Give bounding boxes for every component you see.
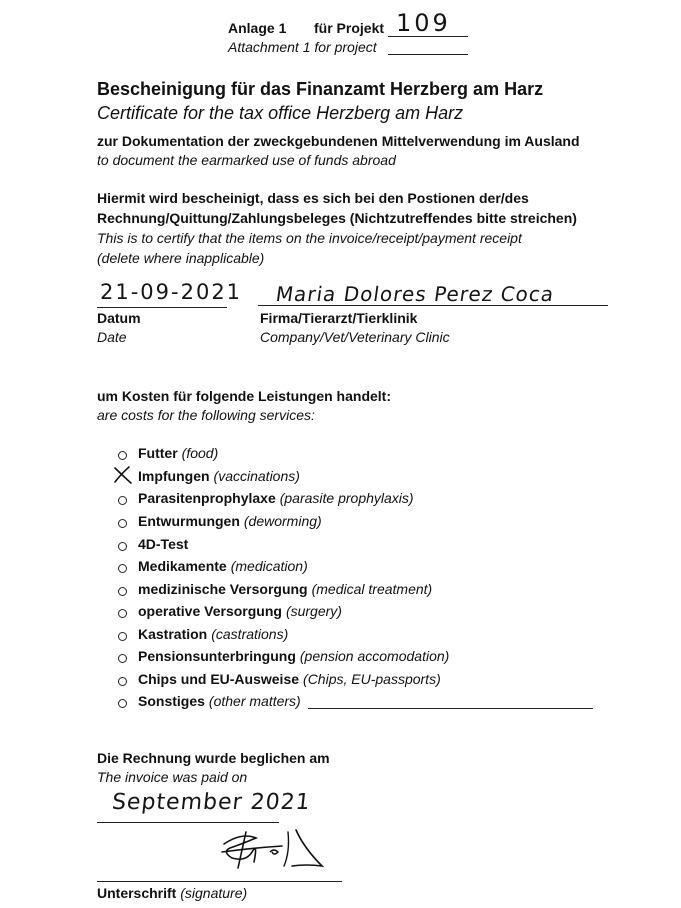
service-label: medizinische Versorgung (138, 581, 308, 597)
subtitle-de: zur Dokumentation der zweckgebundenen Mittelverwendung im Ausland (97, 133, 580, 149)
sonstiges-field-line[interactable] (308, 708, 593, 709)
checkbox-bullet[interactable] (118, 654, 127, 663)
projekt-number: 109 (396, 9, 451, 37)
checkbox-bullet[interactable] (118, 609, 127, 618)
service-translation: (pension accomodation) (299, 648, 450, 664)
service-label: Entwurmungen (138, 513, 240, 529)
service-translation: (food) (181, 445, 219, 461)
service-translation: (surgery) (285, 603, 342, 619)
service-label: Pensionsunterbringung (138, 648, 296, 664)
service-label: Futter (138, 445, 178, 461)
service-translation: (Chips, EU-passports) (303, 671, 441, 687)
company-label-en: Company/Vet/Veterinary Clinic (260, 329, 450, 345)
service-translation: (castrations) (211, 626, 289, 642)
checkbox-bullet[interactable] (118, 496, 127, 505)
checkbox-bullet[interactable] (118, 519, 127, 528)
certify-de-line1: Hiermit wird bescheinigt, dass es sich bei den Postionen der/des (97, 190, 529, 206)
checkbox-bullet[interactable] (118, 587, 127, 596)
company-label-de: Firma/Tierarzt/Tierklinik (260, 310, 418, 326)
service-label: 4D-Test (138, 536, 189, 552)
signature-label-en: (signature) (180, 885, 248, 901)
date-value[interactable]: 21-09-2021 (100, 280, 243, 304)
cross-check-icon (112, 465, 134, 485)
date-line (97, 307, 227, 308)
title-de: Bescheinigung für das Finanzamt Herzberg am Harz (97, 79, 544, 99)
service-label: operative Versorgung (138, 603, 282, 619)
checkbox-bullet[interactable] (118, 542, 127, 551)
checkbox-bullet[interactable] (118, 677, 127, 686)
services-intro-en: are costs for the following services: (97, 407, 315, 423)
service-translation: (medication) (230, 558, 308, 574)
certify-en-line1: This is to certify that the items on the invoice/receipt/payment receipt (97, 230, 522, 246)
company-value[interactable]: Maria Dolores Perez Coca (274, 282, 556, 306)
checkbox-bullet[interactable] (118, 451, 127, 460)
paid-label-en: The invoice was paid on (97, 769, 248, 785)
service-label: Impfungen (138, 468, 210, 484)
paid-label-de: Die Rechnung wurde beglichen am (97, 750, 330, 766)
signature-line (97, 881, 342, 882)
service-translation: (vaccinations) (213, 468, 300, 484)
attachment-label: Attachment 1 for project (228, 39, 377, 55)
checkbox-bullet[interactable] (118, 632, 127, 641)
certify-en-line2: (delete where inapplicable) (97, 250, 265, 266)
service-label: Parasitenprophylaxe (138, 490, 276, 506)
checkbox-bullet[interactable] (118, 564, 127, 573)
attachment-project-line (388, 54, 468, 55)
service-translation: (other matters) (208, 693, 301, 709)
service-translation: (parasite prophylaxis) (279, 490, 414, 506)
date-label-en: Date (97, 329, 127, 345)
anlage-label: Anlage 1 (228, 20, 287, 36)
service-translation: (medical treatment) (311, 581, 433, 597)
title-en: Certificate for the tax office Herzberg am Harz (97, 103, 464, 123)
service-label: Sonstiges (138, 693, 205, 709)
company-line (258, 305, 608, 306)
service-label: Chips und EU-Ausweise (138, 671, 300, 687)
certify-de-line2: Rechnung/Quittung/Zahlungsbeleges (Nichtzutreffendes bitte streichen) (97, 210, 577, 226)
services-intro-de: um Kosten für folgende Leistungen handelt: (97, 388, 391, 404)
signature-label (97, 885, 247, 901)
checkbox-bullet[interactable] (118, 699, 127, 708)
signature-drawing (212, 822, 332, 874)
paid-date-value[interactable]: September 2021 (110, 790, 312, 815)
service-translation: (deworming) (243, 513, 322, 529)
projekt-number-line (388, 36, 468, 37)
date-label-de: Datum (97, 310, 141, 326)
subtitle-en: to document the earmarked use of funds abroad (97, 152, 396, 168)
service-label: Medikamente (138, 558, 227, 574)
projekt-label: für Projekt (314, 20, 385, 36)
signature-label-de: Unterschrift (97, 885, 177, 901)
service-label: Kastration (138, 626, 208, 642)
